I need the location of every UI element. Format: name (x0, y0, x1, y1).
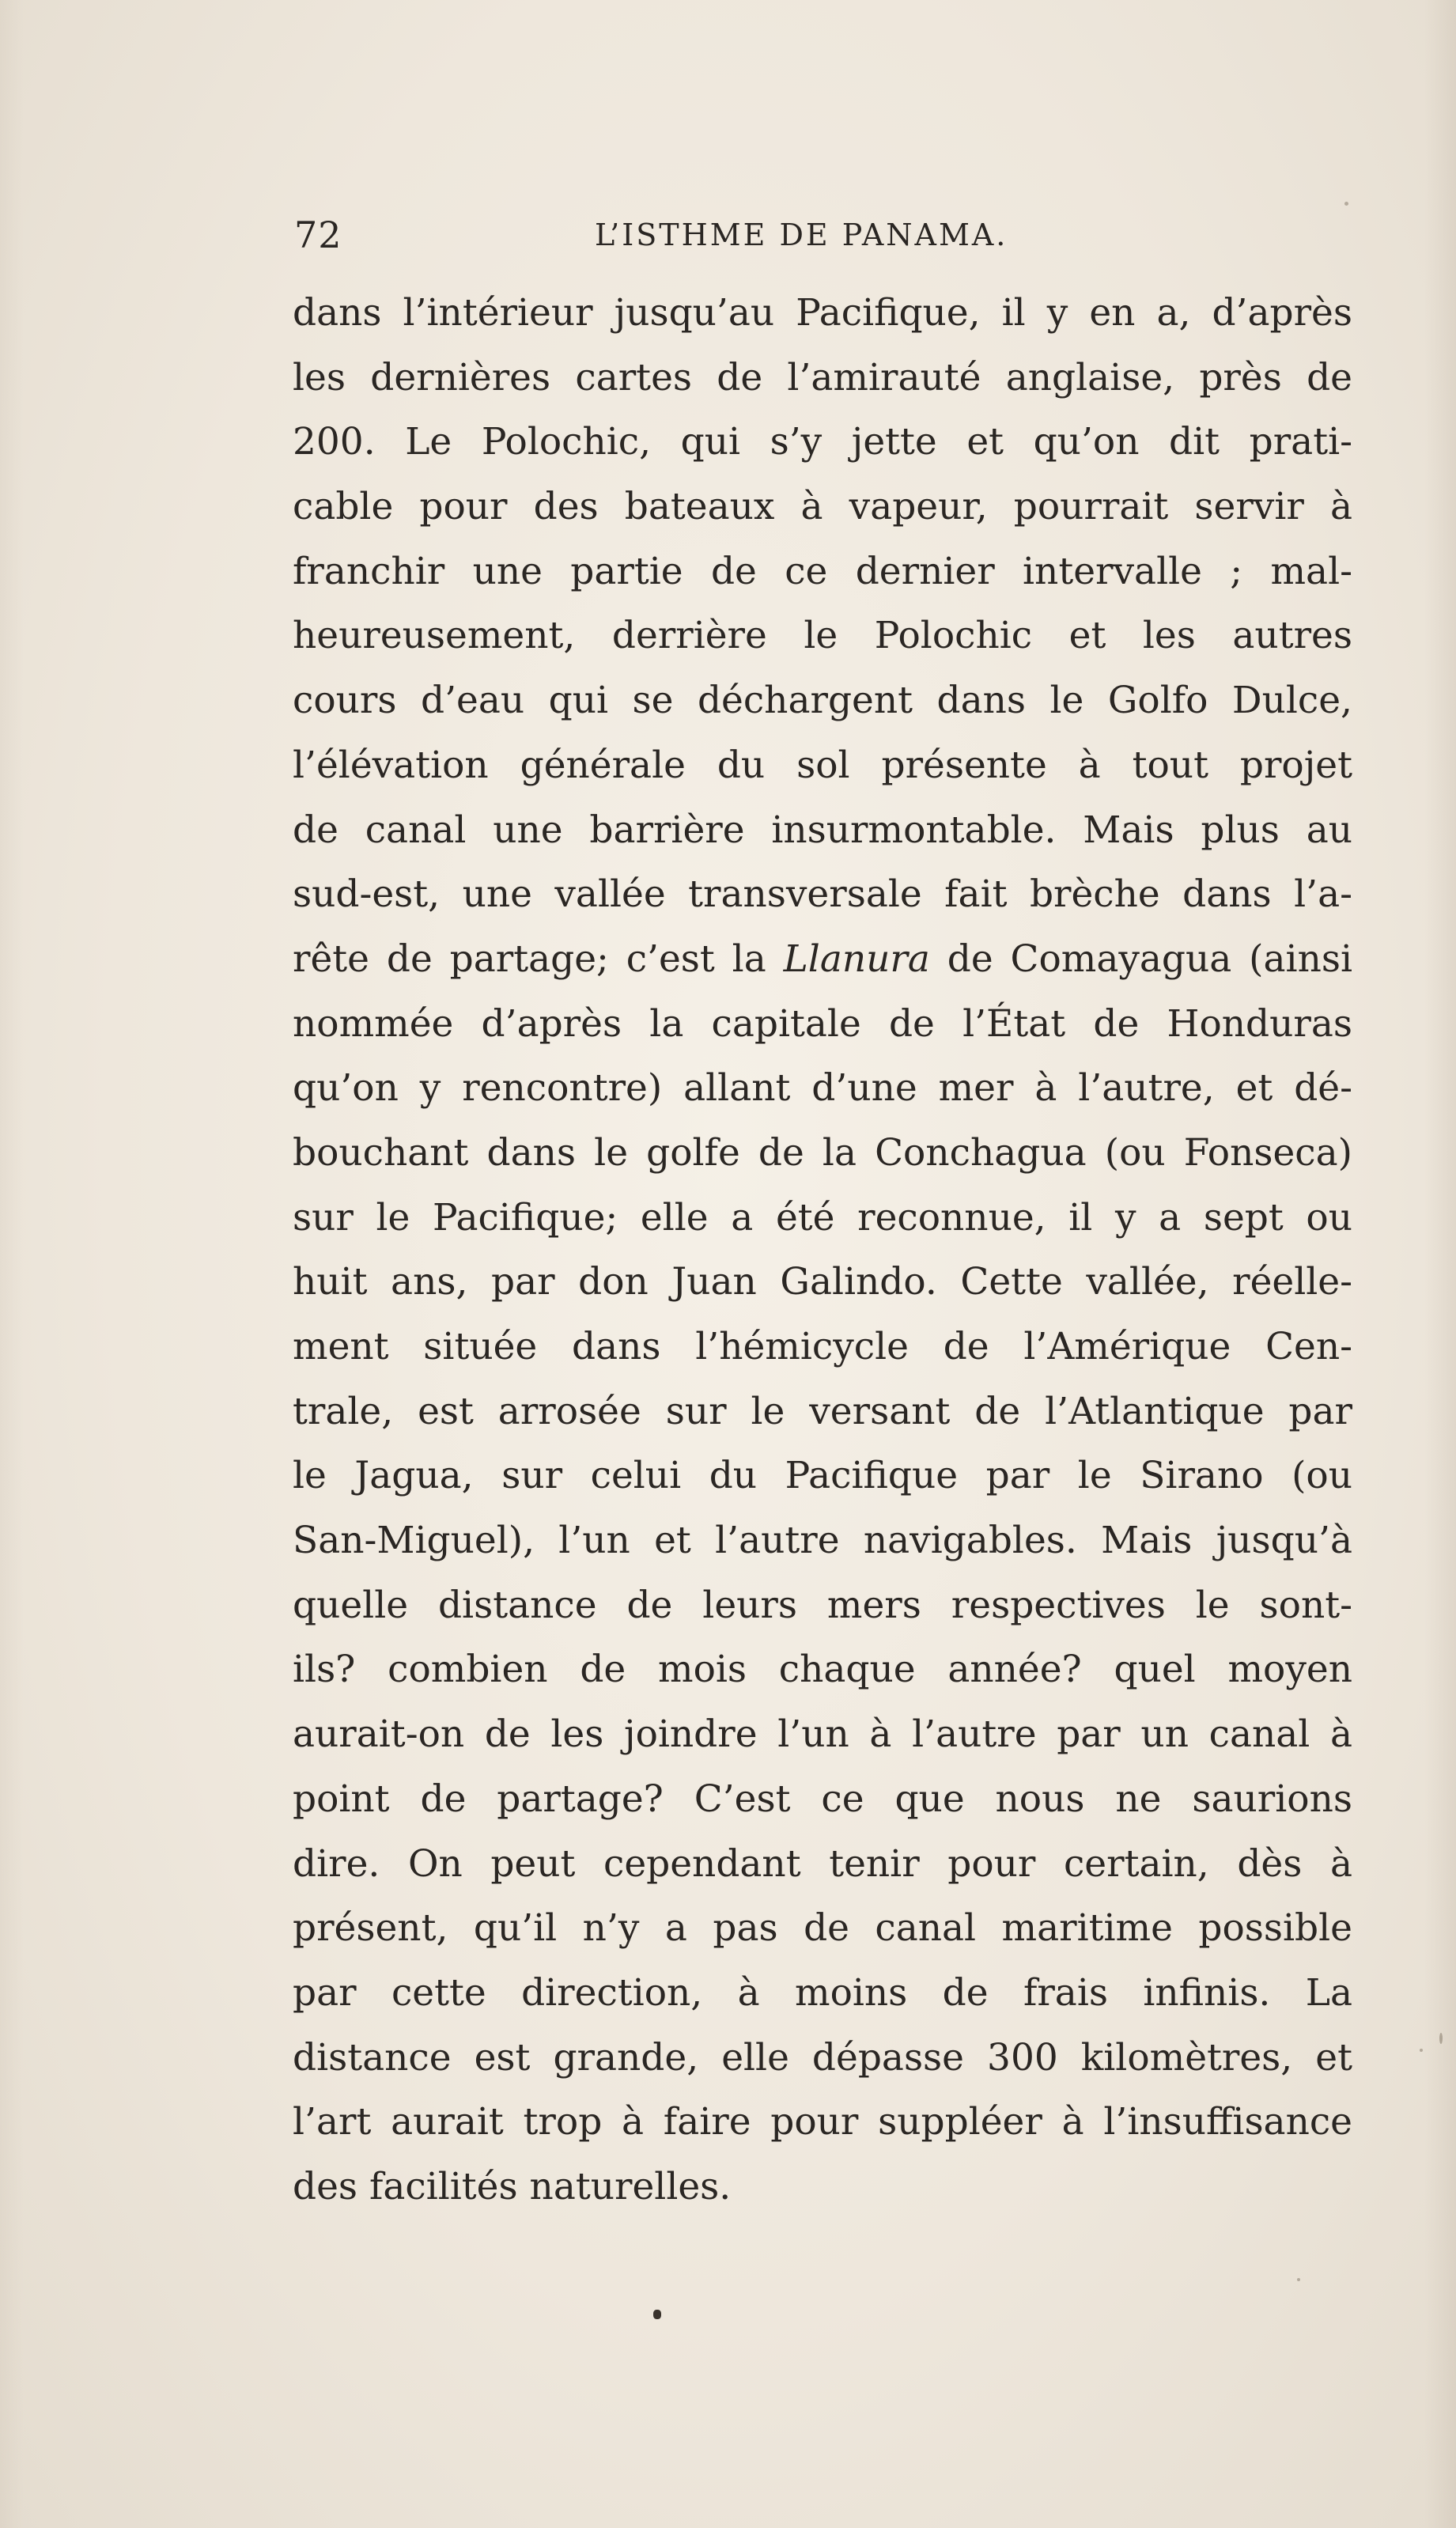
text-line: bouchant dans le golfe de la Conchagua (ou Fonseca) (293, 1130, 1352, 1175)
text-line: présent, qu’il n’y a pas de canal maritime possible (293, 1906, 1352, 1951)
text-line: quelle distance de leurs mers respectives le sont- (293, 1583, 1352, 1627)
text-line: cable pour des bateaux à vapeur, pourrait servir à (293, 485, 1352, 529)
signature-mark (653, 2310, 661, 2319)
text-line: 200. Le Polochic, qui s’y jette et qu’on dit prati- (293, 420, 1352, 464)
text-line: franchir une partie de ce dernier intervalle ; mal- (293, 549, 1352, 593)
text-line: trale, est arrosée sur le versant de l’Atlantique par (293, 1389, 1352, 1433)
running-head (294, 207, 1354, 263)
text-line: des facilités naturelles. (293, 2164, 732, 2208)
paper-speck (1420, 2049, 1423, 2052)
text-line: sur le Pacifique; elle a été reconnue, il y a sept ou (293, 1195, 1352, 1239)
text-line: le Jagua, sur celui du Pacifique par le Sirano (ou (293, 1454, 1352, 1498)
text-line: point de partage? C’est ce que nous ne saurions (293, 1777, 1352, 1821)
page-edge-shadow-right (1424, 0, 1456, 2528)
text-segment: de Comayagua (ainsi (929, 937, 1352, 981)
body-text (293, 281, 1352, 2220)
paper-speck (1297, 2278, 1300, 2281)
paper-speck (1439, 2033, 1443, 2044)
text-line: heureusement, derrière le Polochic et les autres (293, 614, 1352, 658)
text-line: distance est grande, elle dépasse 300 kilomètres, et (293, 2035, 1352, 2080)
text-line: l’art aurait trop à faire pour suppléer à l’insuffisance (293, 2100, 1352, 2144)
text-segment: rête de partage; c’est la (293, 937, 784, 981)
text-line: par cette direction, à moins de frais infinis. La (293, 1970, 1352, 2015)
text-line: de canal une barrière insurmontable. Mais plus au (293, 808, 1352, 852)
text-line: dire. On peut cependant tenir pour certain, dès à (293, 1841, 1352, 1886)
text-line: nommée d’après la capitale de l’État de Honduras (293, 1001, 1352, 1046)
page-edge-shadow-left (0, 0, 24, 2528)
text-line: huit ans, par don Juan Galindo. Cette vallée, réelle- (293, 1260, 1352, 1304)
text-line: ment située dans l’hémicycle de l’Amérique Cen- (293, 1325, 1352, 1368)
text-line: ils? combien de mois chaque année? quel moyen (293, 1648, 1352, 1692)
text-line: sud-est, une vallée transversale fait brèche dans l’a- (293, 872, 1352, 917)
text-line: aurait-on de les joindre l’un à l’autre par un canal à (293, 1712, 1352, 1757)
italic-term: Llanura (783, 937, 930, 981)
text-line (293, 927, 1352, 992)
text-line: San-Miguel), l’un et l’autre navigables. Mais jusqu’à (293, 1519, 1352, 1563)
text-line: les dernières cartes de l’amirauté anglaise, près de (293, 355, 1352, 399)
paper-speck (1344, 202, 1348, 206)
text-line: l’élévation générale du sol présente à tout projet (293, 743, 1352, 787)
page-number: 72 (294, 214, 342, 256)
text-line: dans l’intérieur jusqu’au Pacifique, il y en a, d’après (293, 291, 1352, 335)
text-line: qu’on y rencontre) allant d’une mer à l’autre, et dé- (293, 1066, 1352, 1111)
running-title: L’ISTHME DE PANAMA. (595, 218, 1008, 252)
text-line: cours d’eau qui se déchargent dans le Golfo Dulce, (293, 679, 1352, 723)
